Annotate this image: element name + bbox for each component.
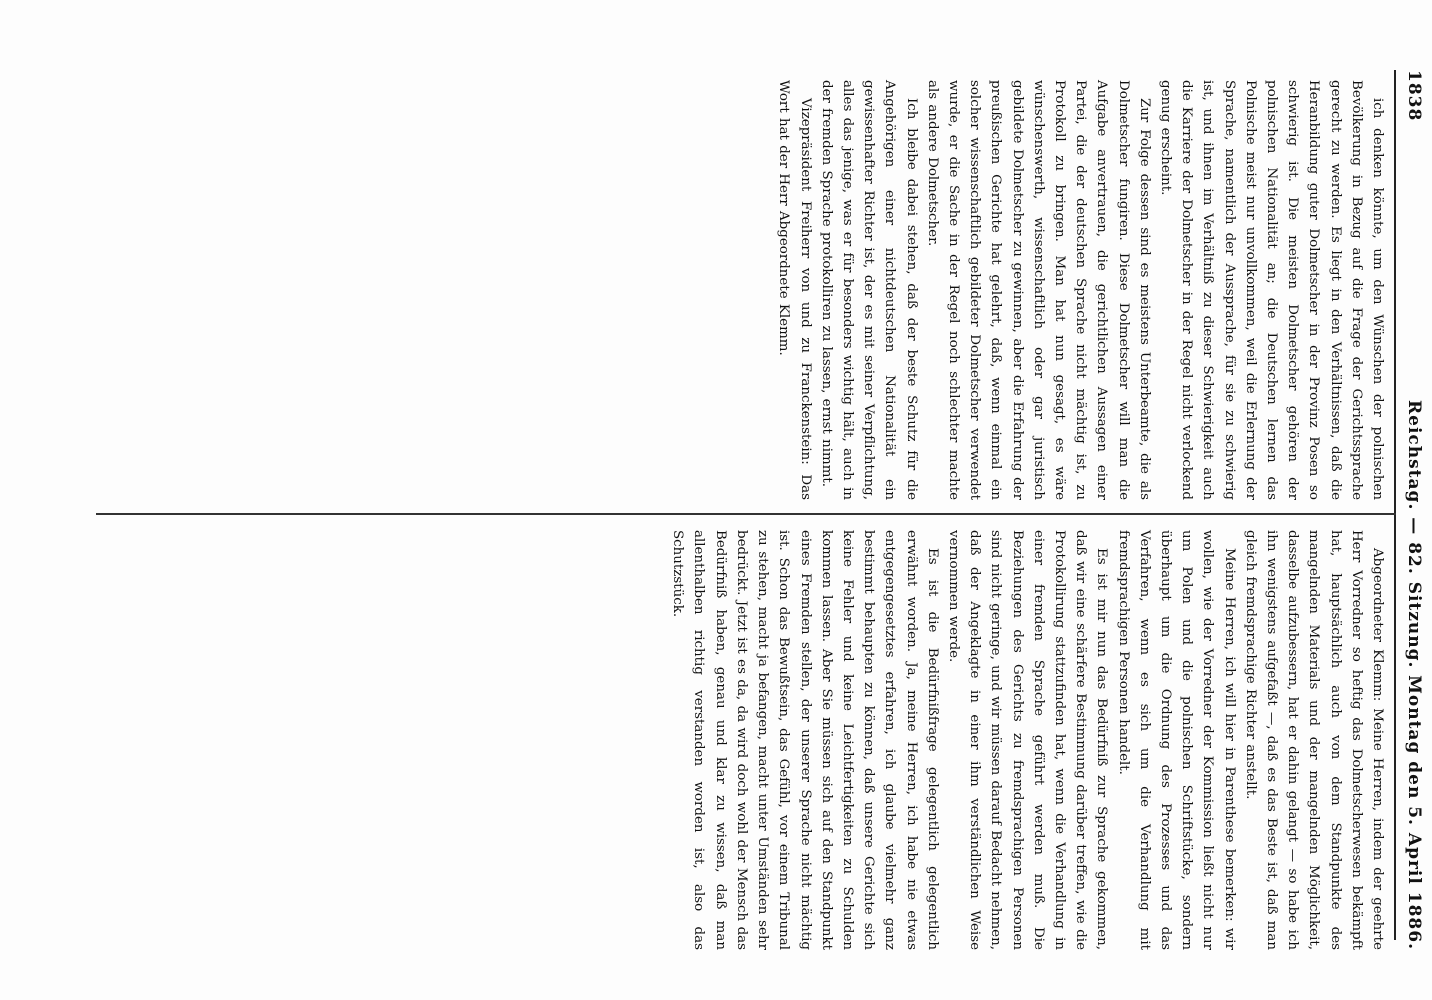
left-column xyxy=(773,80,1388,500)
paragraph: Ich bleibe dabei stehen, daß der beste Schutz für die Angehörigen einer nichtdeutschen Nationalität ein gewissenhafter Richter ist, der es mit seiner Verpflichtung, alles das jenige, was er für besonders wichtig hält, auch in der fremden Sprache protokolliren zu lassen, ernst nimmt. xyxy=(818,80,919,500)
paragraph: Es ist die Bedürfnißfrage gelegentlich gelegentlich erwähnt worden. Ja, meine Herren, ich habe nie etwas entgegengesetztes erfahren, ich glaube vielmehr ganz bestimmt behaupten zu können, daß unsere Gerichte sich keine Fehler und keine Leichtfertigkeiten zu Schulden kommen lassen. Aber Sie müssen sich auf den Standpunkt eines Fremden stellen, der unserer Sprache nicht mächtig ist. Schon das Bewußtsein, das Gefühl, vor einem Tribunal zu stehen, macht ja befangen, macht unter Umständen sehr bedrückt. Jetzt ist es da, da wird doch wohl der Mensch das Bedürfniß haben, genau und klar zu wissen, daß man allenthalben richtig verstanden worden ist, also das Schutzstück. xyxy=(670,530,940,950)
paragraph: Zur Folge dessen sind es meistens Unterbeamte, die als Dolmetscher fungiren. Diese Dolmetscher will man die Aufgabe anvertrauen, die gerichtlichen Aussagen einer Partei, die der deutschen Sprache nicht mächtig ist, zu Protokoll zu bringen. Man hat nun gesagt, es wäre wünschenswerth, wissenschaftlich oder gar juristisch gebildete Dolmetscher zu gewinnen, aber die Erfahrung der preußischen Gerichte hat gelehrt, daß, wenn einmal ein solcher wissenschaftlich gebildeter Dolmetscher verwendet wurde, er die Sache in der Regel noch schlechter machte als andere Dolmetscher. xyxy=(924,80,1152,500)
paragraph: Abgeordneter Klemm: Meine Herren, indem der geehrte Herr Vorredner so heftig das Dolmetscherwesen bekämpft hat, hauptsächlich auch von dem Standpunkte des mangelnden Materials und der mangelnden Möglichkeit, dasselbe aufzubessern, hat er dahin gelangt — so habe ich ihn wenigstens aufgefaßt —, daß es das Beste ist, daß man gleich fremdsprachige Richter anstellt. xyxy=(1242,530,1385,950)
page-title: Reichstag. — 82. Sitzung. xyxy=(1404,400,1424,669)
paragraph: Meine Herren, ich will hier in Parenthese bemerken: wir wollen, wie der Vorredner der Kommission ließt nicht nur um Polen und die polnischen Schriftstücke, sondern überhaupt um die Ordnung des Prozesses und das Verfahren, wenn es sich um die Verhandlung mit fremdsprachigen Personen handelt. xyxy=(1115,530,1237,950)
paragraph: Es ist mir nun das Bedürfniß zur Sprache gekommen, daß wir eine schärfere Bestimmung darüber treffen, wie die Protokollirung stattzufinden hat, wenn die Verhandlung in einer fremden Sprache geführt werden muß. Die Beziehungen des Gerichts zu fremdsprachigen Personen sind nicht geringe, und wir müssen darauf Bedacht nehmen, daß der Angeklagte in einer ihm verständlichen Weise vernommen werde. xyxy=(945,530,1110,950)
paragraph: ich denken könnte, um den Wünschen der polnischen Bevölkerung in Bezug auf die Frage der Gerichtssprache gerecht zu werden. Es liegt in den Verhältnissen, daß die Heranbildung guter Dolmetscher in der Provinz Posen so schwierig ist. Die meisten Dolmetscher gehören der polnischen Nationalität an; die Deutschen lernen das Polnische meist nur unvollkommen, weil die Erlernung der Sprache, namentlich der Aussprache, für sie zu schwierig ist, und ihnen im Verhältniß zu dieser Schwierigkeit auch die Karriere der Dolmetscher in der Regel nicht verlockend genug erscheint. xyxy=(1157,80,1385,500)
paragraph: Vizepräsident Freiherr von und zu Franckenstein: Das Wort hat der Herr Abgeordnete Klemm. xyxy=(776,80,813,500)
page-header xyxy=(1398,70,1430,950)
header-rule xyxy=(1394,70,1396,940)
page-number: 1838 xyxy=(1404,70,1424,122)
column-divider xyxy=(96,513,1396,515)
page-date: Montag den 5. April 1886. xyxy=(1404,675,1424,950)
right-column xyxy=(667,530,1388,950)
